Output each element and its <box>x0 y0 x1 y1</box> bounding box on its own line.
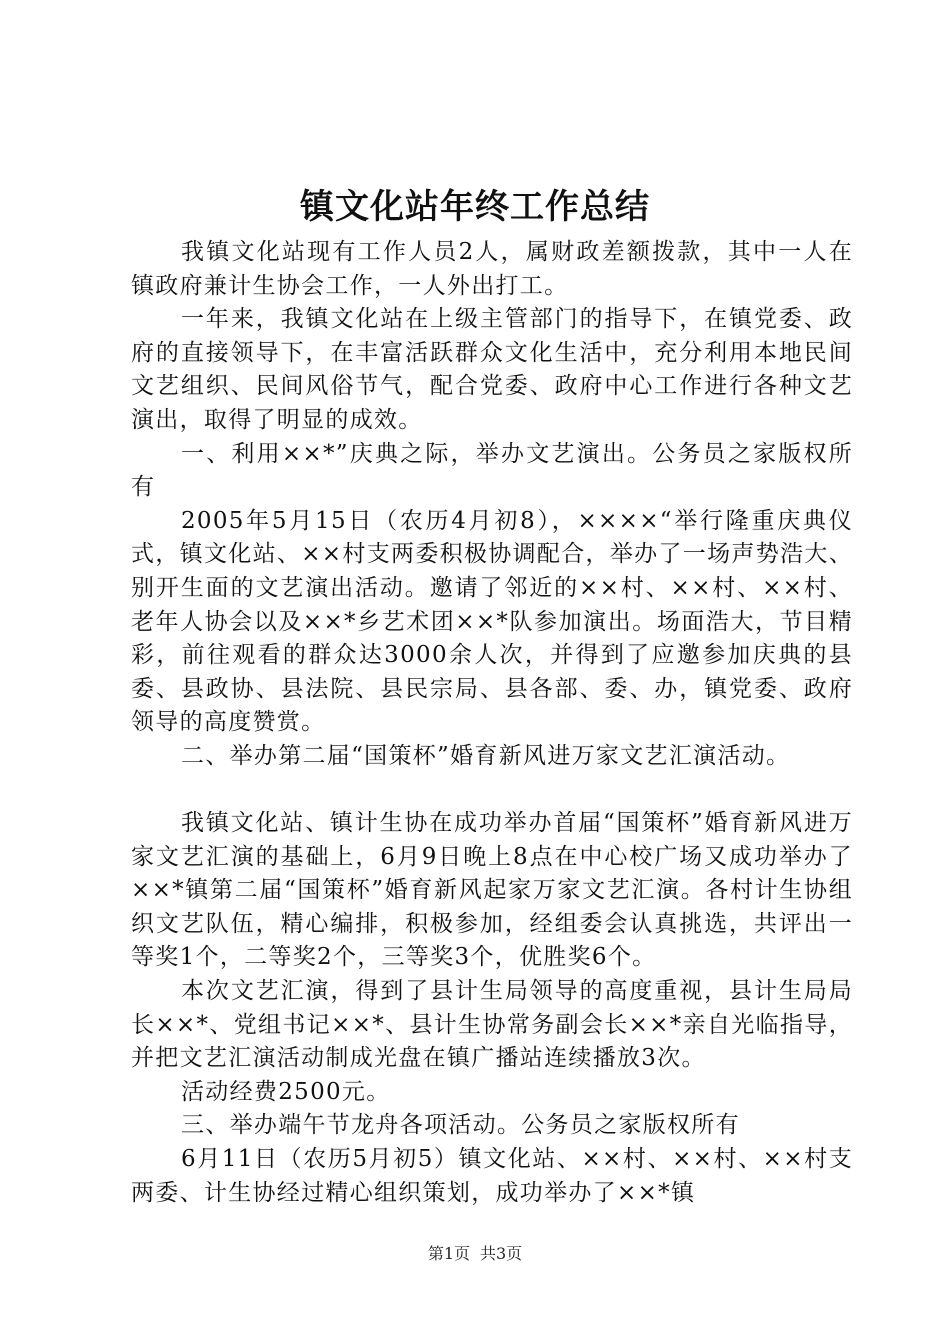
page-number: 第1页 <box>427 1244 470 1263</box>
paragraph: 我镇文化站、镇计生协在成功举办首届“国策杯”婚育新风进万家文艺汇演的基础上，6月9日晚上8点在中心校广场又成功举办了××*镇第二届“国策杯”婚育新风起家万家文艺汇演。各村计生协组织文艺队伍，精心编排，积极参加，经组委会认真挑选，共评出一等奖1个，二等奖2个，三等奖3个，优胜奖6个。 <box>131 810 853 971</box>
paragraph: 2005年5月15日（农历4月初8），××××“举行隆重庆典仪式，镇文化站、××村支两委积极协调配合，举办了一场声势浩大、别开生面的文艺演出活动。邀请了邻近的××村、××村、××村、老年人协会以及××*乡艺术团××*队参加演出。场面浩大，节目精彩，前往观看的群众达3000余人次，并得到了应邀参加庆典的县委、县政协、县法院、县民宗局、县各部、委、办，镇党委、政府领导的高度赞赏。 <box>131 507 853 736</box>
paragraph: 本次文艺汇演，得到了县计生局领导的高度重视，县计生局局长××*、党组书记××*、县计生协常务副会长××*亲自光临指导，并把文艺汇演活动制成光盘在镇广播站连续播放3次。 <box>131 978 853 1072</box>
paragraph: 我镇文化站现有工作人员2人，属财政差额拨款，其中一人在镇政府兼计生协会工作，一人外出打工。 <box>131 239 853 299</box>
section-heading: 一、利用××*”庆典之际，举办文艺演出。公务员之家版权所有 <box>131 440 853 501</box>
section-heading: 三、举办端午节龙舟各项活动。公务员之家版权所有 <box>181 1112 740 1139</box>
document-body <box>131 236 853 1210</box>
page-footer <box>0 1243 950 1265</box>
paragraph: 活动经费2500元。 <box>181 1078 391 1105</box>
section-heading: 二、举办第二届“国策杯”婚育新风进万家文艺汇演活动。 <box>181 742 791 769</box>
paragraph: 6月11日（农历5月初5）镇文化站、××村、××村、××村支两委、计生协经过精心组织策划，成功举办了××*镇 <box>131 1146 853 1206</box>
page-total: 共3页 <box>480 1244 523 1263</box>
document-title: 镇文化站年终工作总结 <box>300 187 650 227</box>
paragraph: 一年来，我镇文化站在上级主管部门的指导下，在镇党委、政府的直接领导下，在丰富活跃群众文化生活中，充分利用本地民间文艺组织、民间风俗节气，配合党委、政府中心工作进行各种文艺演出，取得了明显的成效。 <box>131 306 853 433</box>
